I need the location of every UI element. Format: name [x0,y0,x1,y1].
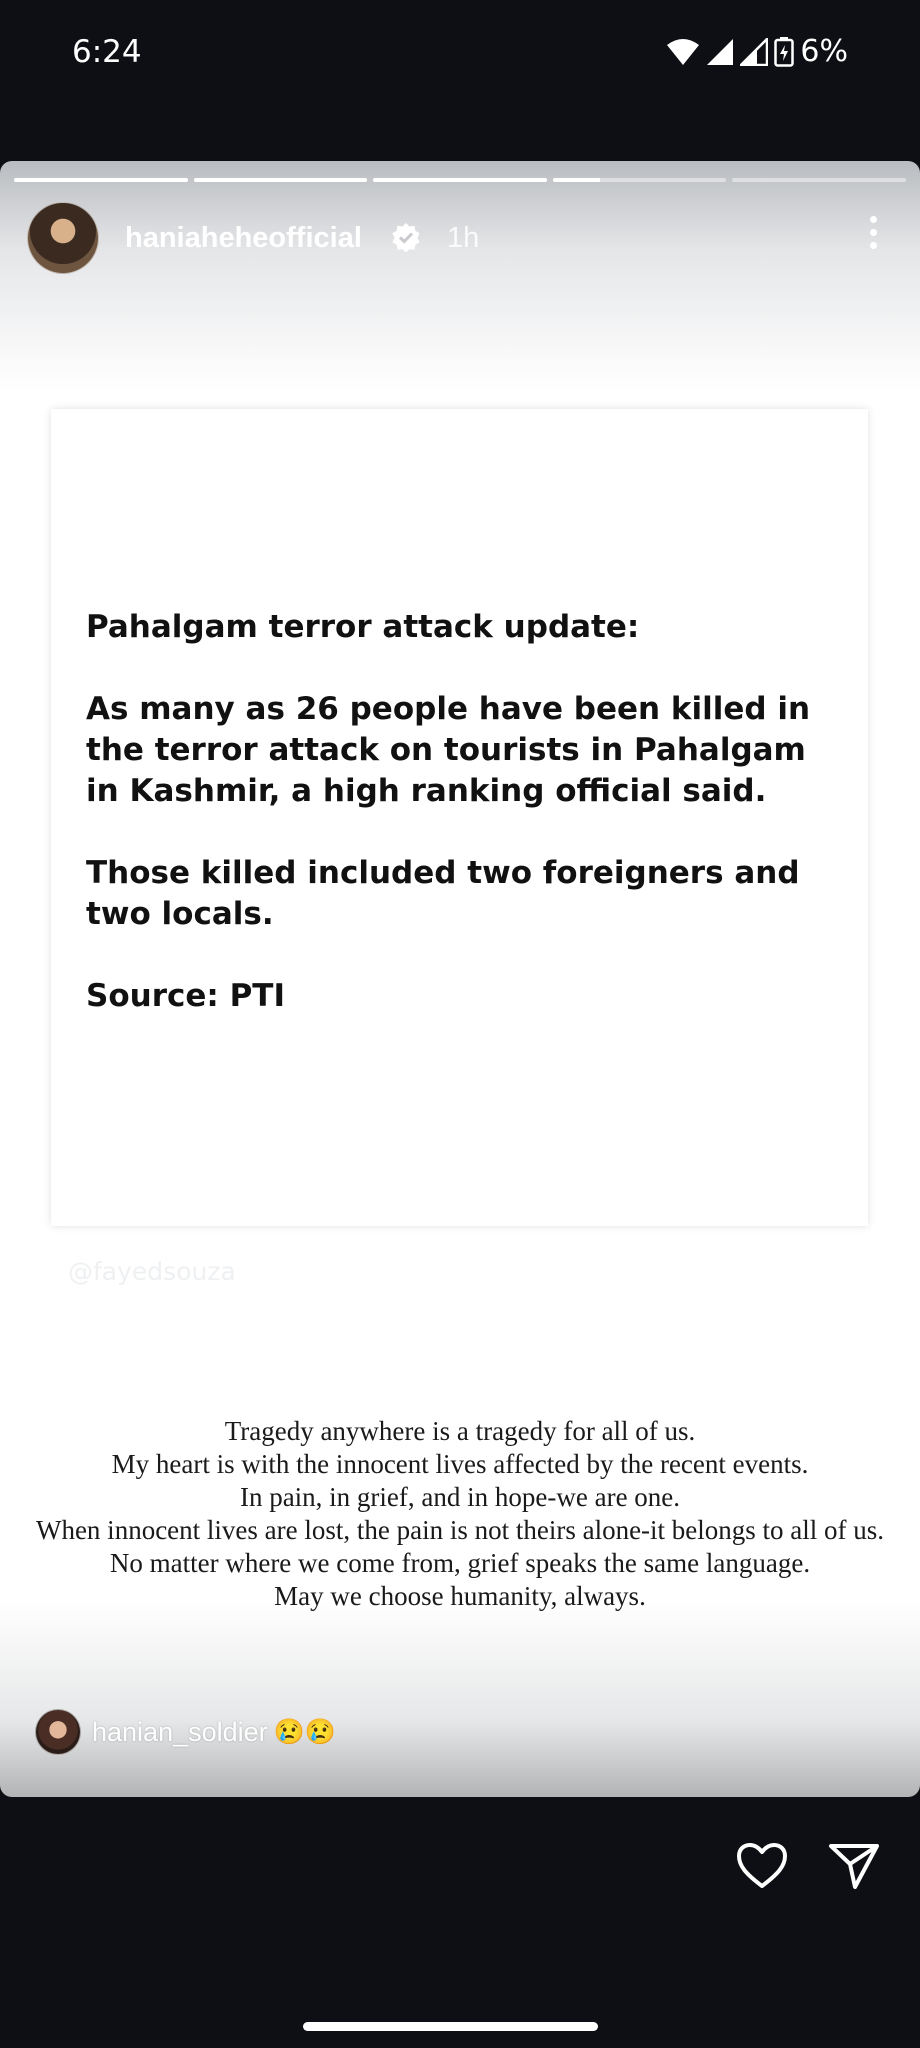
wifi-icon [666,38,700,66]
heart-icon[interactable] [736,1842,788,1890]
status-time: 6:24 [72,34,142,70]
progress-segment [373,178,547,182]
progress-segment [194,178,368,182]
progress-segment-fill [194,178,368,182]
caption-line: Tragedy anywhere is a tragedy for all of us. [224,1416,696,1446]
caption-line: When innocent lives are lost, the pain is not theirs alone-it belongs to all of us. [35,1515,885,1545]
news-source: Source: PTI [86,978,285,1014]
watermark-text: @fayedsouza [68,1257,236,1286]
mention-sticker[interactable] [35,1709,336,1755]
progress-segment [14,178,188,182]
news-paragraph: As many as 26 people have been killed in the terror attack on tourists in Pahalgam in Kashmir, a high ranking official said. [86,691,811,809]
verified-badge-icon [391,222,421,252]
progress-segment [553,178,727,182]
caption-line: In pain, in grief, and in hope-we are one. [239,1482,681,1512]
story-caption [20,1415,900,1613]
progress-segment [732,178,906,182]
mention-username: hanian_soldier [92,1716,268,1747]
story-progress-bar [14,178,906,182]
news-card [51,409,868,1226]
send-icon[interactable] [828,1842,880,1890]
news-paragraph: Those killed included two foreigners and two locals. [86,855,800,932]
progress-segment-fill [373,178,547,182]
caption-line: No matter where we come from, grief speaks the same language. [109,1548,811,1578]
story-viewer[interactable] [0,161,920,1797]
crying-emoji: 😢😢 [273,1717,336,1746]
story-time-ago: 1h [447,222,480,254]
story-header [27,202,893,274]
progress-segment-fill [14,178,188,182]
story-actions [736,1842,880,1890]
story-username[interactable]: haniaheheofficial [125,222,362,254]
cellular-signal-icon [706,38,734,66]
more-options-icon[interactable] [863,212,883,256]
cellular-signal-icon [740,38,768,66]
status-icons [666,34,848,69]
status-bar [0,0,920,106]
home-indicator[interactable] [303,2022,598,2031]
mention-avatar [35,1709,81,1755]
news-heading: Pahalgam terror attack update: [86,609,640,645]
caption-line: May we choose humanity, always. [274,1581,646,1611]
caption-line: My heart is with the innocent lives affected by the recent events. [111,1449,809,1479]
progress-segment-fill [553,178,600,182]
battery-charging-icon [774,37,794,67]
battery-percent: 6% [800,34,848,69]
news-card-text [86,607,846,1058]
profile-avatar[interactable] [27,202,99,274]
